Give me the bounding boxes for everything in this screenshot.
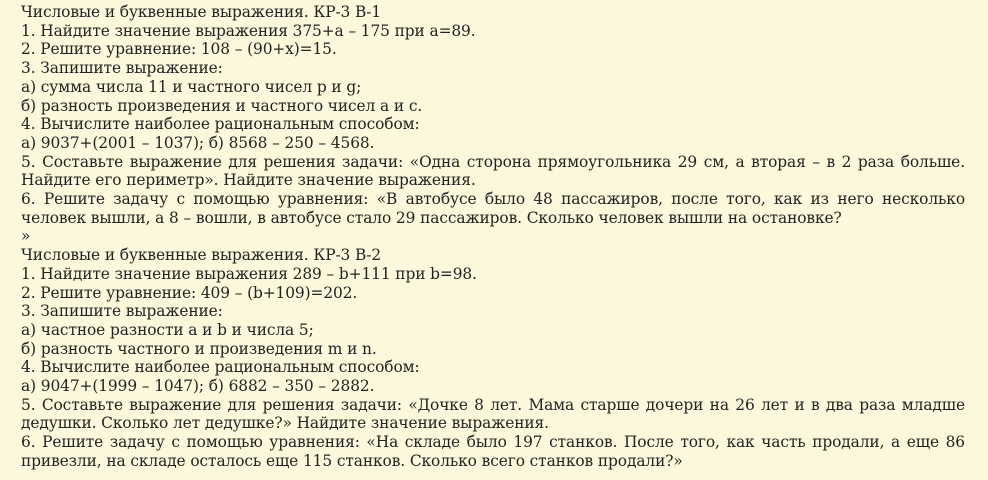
variant2-question-1: 1. Найдите значение выражения 289 – b+111 при b=98. (21, 264, 477, 283)
variant2-question-3b: б) разность частного и произведения m и n. (21, 339, 377, 358)
variant1-question-3b: б) разность произведения и частного чисел a и c. (21, 96, 423, 115)
variant2-question-5-line-1: 5. Составьте выражение для решения задачи: «Дочке 8 лет. Мама старше дочери на 26 лет и в два раза младше (21, 395, 965, 414)
variant1-question-5-line-1: 5. Составьте выражение для решения задачи: «Одна сторона прямоугольника 29 см, а вторая – в 2 раза больше. (21, 152, 965, 171)
document-content (21, 3, 965, 471)
variant2-question-6-line-1: 6. Решите задачу с помощью уравнения: «На складе было 197 станков. После того, как часть продали, а еще 86 (21, 433, 965, 452)
variant1-question-4: 4. Вычислите наиболее рациональным способом: (21, 115, 420, 134)
variant1-question-3a: а) сумма числа 11 и частного чисел p и g; (21, 77, 362, 96)
variant1-question-1: 1. Найдите значение выражения 375+a – 175 при a=89. (21, 21, 476, 40)
variant1-question-3: 3. Запишите выражение: (21, 59, 223, 78)
variant1-question-6-line-2: человек вышли, а 8 – вошли, в автобусе стало 29 пассажиров. Сколько человек вышли на остановке? (21, 208, 842, 227)
variant2-question-4: 4. Вычислите наиболее рациональным способом: (21, 358, 420, 377)
variant2-question-6-line-2: привезли, на складе осталось еще 115 станков. Сколько всего станков продали?» (21, 451, 683, 470)
variant2-question-3a: а) частное разности a и b и числа 5; (21, 320, 314, 339)
variant1-question-2: 2. Решите уравнение: 108 – (90+x)=15. (21, 40, 337, 59)
variant1-question-6-line-1: 6. Решите задачу с помощью уравнения: «В автобусе было 48 пассажиров, после того, как из него несколько (21, 190, 965, 209)
variant1-question-6-line-3: » (21, 227, 31, 246)
variant2-question-5-line-2: дедушки. Сколько лет дедушке?» Найдите значение выражения. (21, 414, 549, 433)
variant2-question-3: 3. Запишите выражение: (21, 302, 223, 321)
variant1-title: Числовые и буквенные выражения. КР-3 В-1 (21, 3, 382, 21)
variant2-title: Числовые и буквенные выражения. КР-3 В-2 (21, 246, 382, 265)
variant2-question-2: 2. Решите уравнение: 409 – (b+109)=202. (21, 283, 358, 302)
variant1-question-4a: а) 9037+(2001 – 1037); б) 8568 – 250 – 4568. (21, 133, 375, 152)
variant2-question-4a: а) 9047+(1999 – 1047); б) 6882 – 350 – 2882. (21, 377, 375, 396)
variant1-question-5-line-2: Найдите его периметр». Найдите значение выражения. (21, 171, 476, 190)
